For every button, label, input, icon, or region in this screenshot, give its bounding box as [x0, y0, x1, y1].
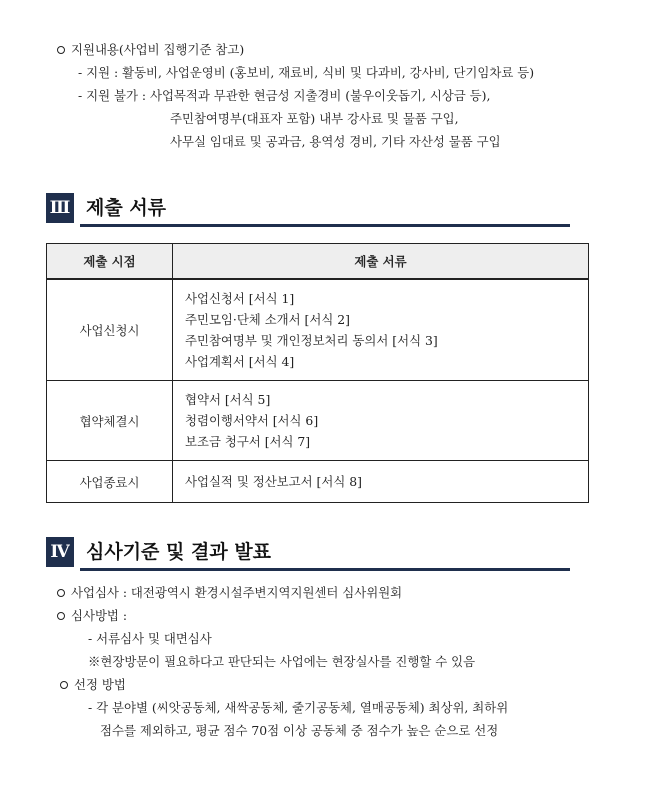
doc-item: 주민모임·단체 소개서 [서식 2] [185, 312, 350, 327]
documents-table [46, 243, 589, 503]
docs-cell [173, 381, 589, 461]
table-header-row [47, 244, 589, 280]
stage-cell: 협약체결시 [47, 381, 173, 461]
review-body-text: 사업심사 : 대전광역시 환경시설주변지역지원센터 심사위원회 [71, 585, 403, 600]
section-number: Ⅳ [46, 537, 74, 567]
section-underline [80, 568, 570, 571]
doc-item: 사업신청서 [서식 1] [185, 291, 295, 306]
method-item: - 서류심사 및 대면심사 [88, 631, 212, 646]
stage-cell: 사업종료시 [47, 461, 173, 503]
header-docs: 제출 서류 [173, 244, 589, 280]
doc-item: 사업계획서 [서식 4] [185, 354, 295, 369]
header-stage: 제출 시점 [47, 244, 173, 280]
review-body [57, 585, 402, 601]
selection-item-2: 점수를 제외하고, 평균 점수 70점 이상 공동체 중 점수가 높은 순으로 선정 [100, 723, 499, 738]
support-heading-text: 지원내용(사업비 집행기준 참고) [71, 42, 245, 57]
doc-item: 사업실적 및 정산보고서 [서식 8] [185, 474, 362, 489]
section-title: 심사기준 및 결과 발표 [86, 541, 272, 563]
review-method [57, 608, 127, 624]
circle-bullet-icon [57, 46, 65, 54]
table-row [47, 461, 589, 503]
selection-item-1: - 각 분야별 (씨앗공동체, 새싹공동체, 줄기공동체, 열매공동체) 최상위, 최하위 [88, 700, 509, 715]
support-disallowed-3: 사무실 임대료 및 공과금, 용역성 경비, 기타 자산성 물품 구입 [170, 134, 501, 149]
doc-item: 보조금 청구서 [서식 7] [185, 434, 311, 449]
doc-item: 청렴이행서약서 [서식 6] [185, 413, 319, 428]
circle-bullet-icon [57, 589, 65, 597]
docs-cell [173, 461, 589, 503]
method-note: ※현장방문이 필요하다고 판단되는 사업에는 현장실사를 진행할 수 있음 [88, 654, 476, 669]
section-number: Ⅲ [46, 193, 74, 223]
section-underline [80, 224, 570, 227]
support-heading [57, 42, 244, 58]
support-disallowed-1: - 지원 불가 : 사업목적과 무관한 현금성 지출경비 (불우이웃돕기, 시상금 등), [78, 88, 491, 103]
docs-cell [173, 279, 589, 381]
selection-method [60, 677, 126, 693]
circle-bullet-icon [57, 612, 65, 620]
doc-item: 협약서 [서식 5] [185, 392, 271, 407]
circle-bullet-icon [60, 681, 68, 689]
support-disallowed-2: 주민참여명부(대표자 포함) 내부 강사료 및 물품 구입, [170, 111, 459, 126]
doc-item: 주민참여명부 및 개인정보처리 동의서 [서식 3] [185, 333, 438, 348]
review-method-text: 심사방법 : [71, 608, 127, 623]
section-3-header [46, 193, 570, 227]
stage-cell: 사업신청시 [47, 279, 173, 381]
support-allowed: - 지원 : 활동비, 사업운영비 (홍보비, 재료비, 식비 및 다과비, 강사비, 단기임차료 등) [78, 65, 535, 80]
selection-method-text: 선정 방법 [74, 677, 126, 692]
section-4-header [46, 537, 570, 571]
table-row [47, 279, 589, 381]
table-row [47, 381, 589, 461]
section-title: 제출 서류 [86, 197, 167, 219]
